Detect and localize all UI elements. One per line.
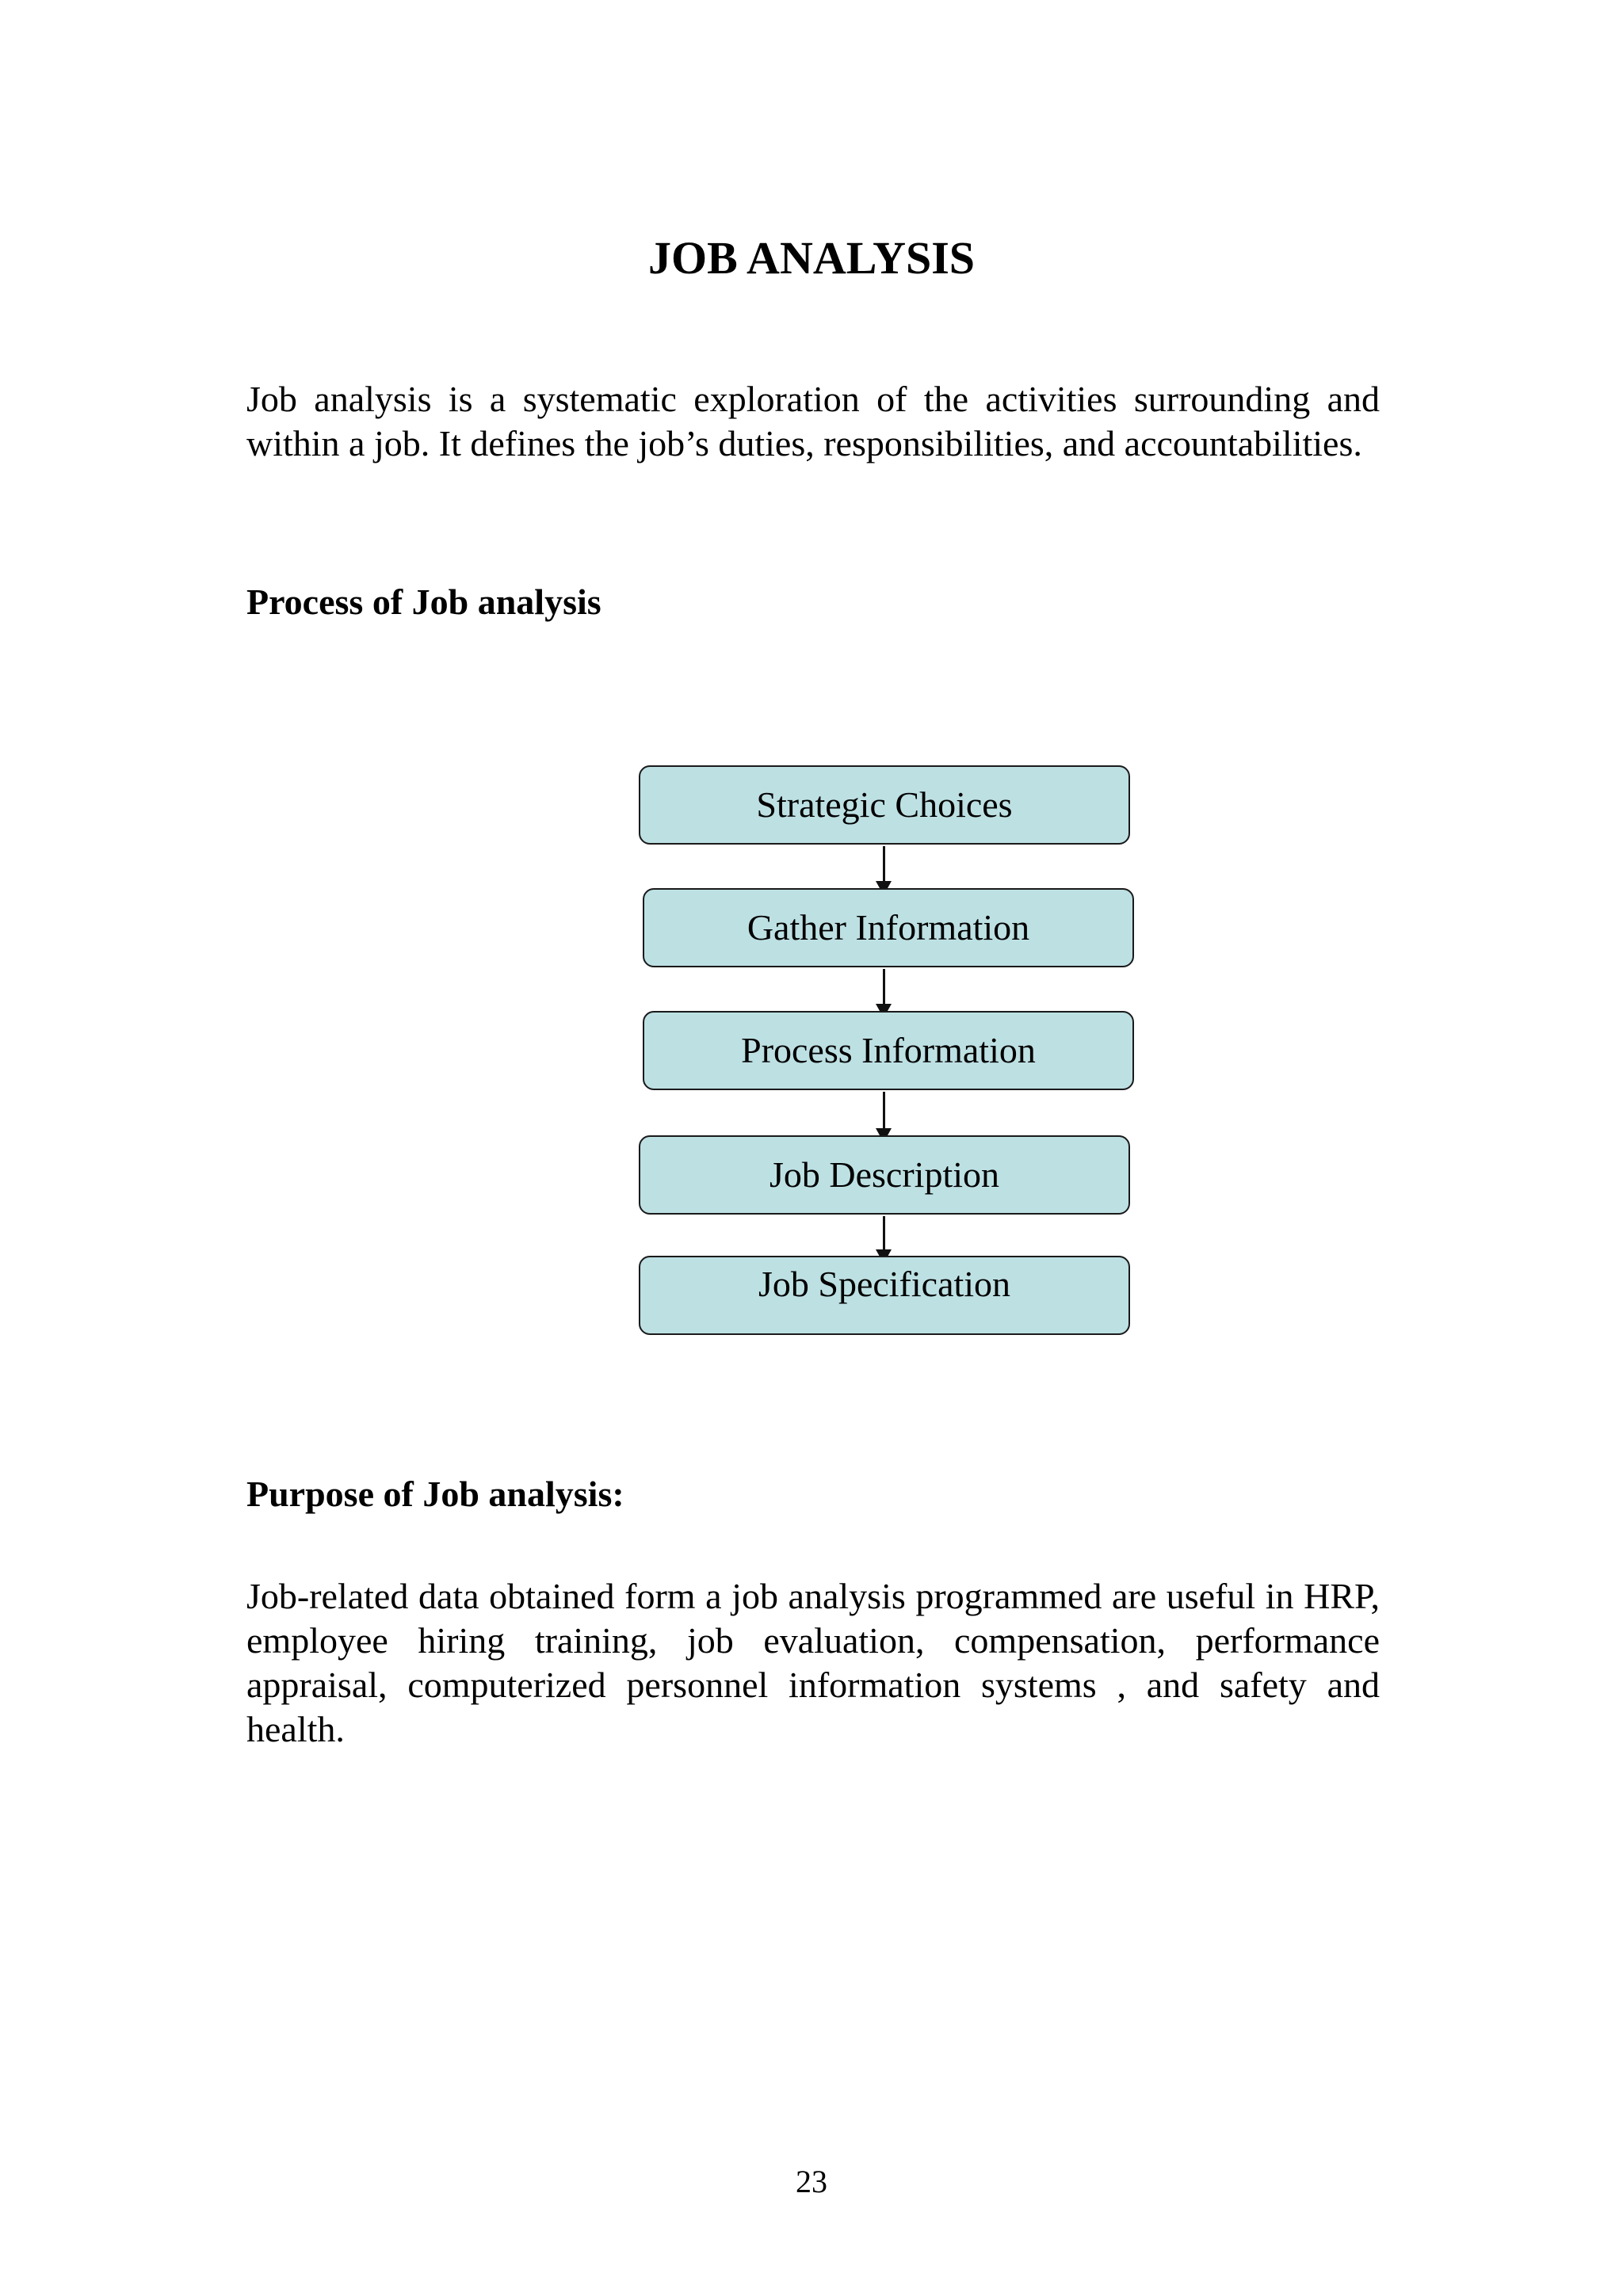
intro-paragraph: Job analysis is a systematic exploration of the activities surrounding and within a job. It defines the job’s duties, responsibilities, and accountabilities. bbox=[246, 379, 1380, 463]
purpose-heading: Purpose of Job analysis: bbox=[246, 1474, 624, 1514]
process-heading: Process of Job analysis bbox=[246, 582, 601, 622]
flow-arrow-head bbox=[876, 1128, 892, 1142]
flow-step-job-specification: Job Specification bbox=[639, 1256, 1130, 1335]
flow-step-job-description: Job Description bbox=[639, 1135, 1130, 1215]
flow-arrow-line bbox=[883, 1092, 885, 1135]
flow-step-gather-information: Gather Information bbox=[643, 888, 1134, 967]
flow-arrow-line bbox=[883, 969, 885, 1010]
page-title: JOB ANALYSIS bbox=[647, 232, 976, 284]
flow-arrow-line bbox=[883, 846, 885, 887]
flow-arrow-head bbox=[876, 881, 892, 895]
flow-arrow-line bbox=[883, 1216, 885, 1256]
flow-arrow-head bbox=[876, 1249, 892, 1264]
flow-step-process-information: Process Information bbox=[643, 1011, 1134, 1090]
purpose-paragraph: Job-related data obtained form a job analysis programmed are useful in HRP, employee hiring training, job evaluation, compensation, performance appraisal, computerized personnel information systems , and safety and health. bbox=[246, 1576, 1380, 1749]
flow-step-strategic-choices: Strategic Choices bbox=[639, 765, 1130, 845]
page-number: 23 bbox=[796, 2164, 827, 2199]
flow-arrow-head bbox=[876, 1004, 892, 1018]
